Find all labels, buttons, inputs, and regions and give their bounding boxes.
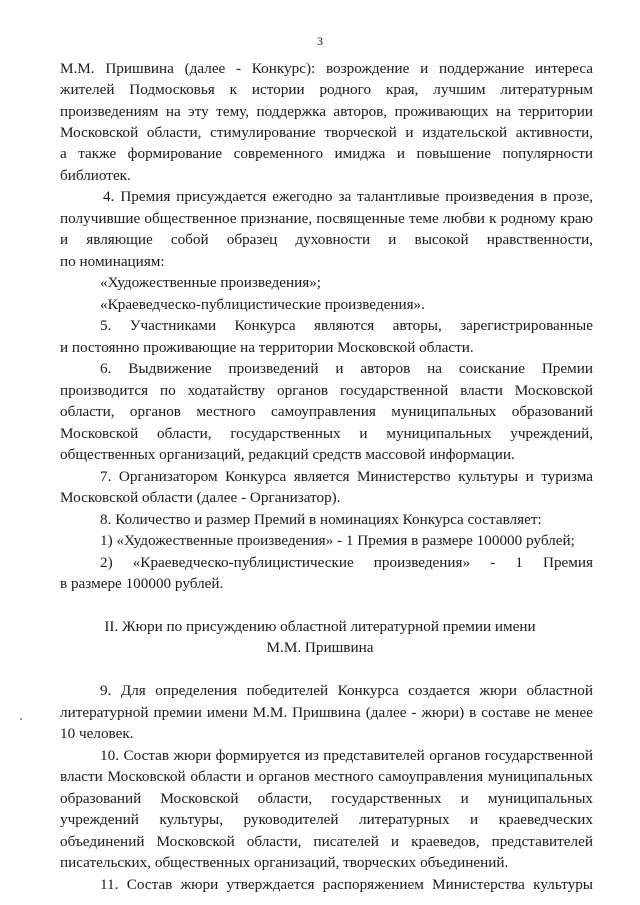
paragraph-line: 7. Организатором Конкурса является Министерство культуры и туризма (100, 468, 593, 485)
paragraph-line: и являющие собой образец духовности и высокой нравственности, (60, 231, 593, 248)
section-heading: II. Жюри по присуждению областной литературной премии имени (104, 618, 536, 635)
paragraph-line: 6. Выдвижение произведений и авторов на соискание Премии (100, 360, 593, 377)
paragraph-line: 10. Состав жюри формируется из представителей органов государственной (100, 747, 593, 764)
paragraph-line: в размере 100000 рублей. (60, 575, 224, 592)
paragraph-line: объединений Московской области, писателей и краеведов, представителей (60, 833, 593, 850)
paragraph-line: Московской области, государственных и муниципальных учреждений, (60, 425, 593, 442)
paragraph-line: 10 человек. (60, 725, 134, 742)
paragraph-line: образований Московской области, государственных и муниципальных (60, 790, 593, 807)
scan-mark (20, 718, 22, 720)
paragraph-line: 8. Количество и размер Премий в номинациях Конкурса составляет: (100, 511, 542, 528)
paragraph-line: производится по ходатайству органов государственной власти Московской (60, 382, 593, 399)
paragraph-line: учреждений культуры, руководителей литературных и краеведческих (60, 811, 593, 828)
paragraph-line: библиотек. (60, 167, 131, 184)
paragraph-line: власти Московской области и органов местного самоуправления муниципальных (60, 768, 593, 785)
paragraph-line: М.М. Пришвина (далее - Конкурс): возрождение и поддержание интереса (60, 60, 593, 77)
paragraph-line: Московской области, стимулирование творческой и издательской активности, (60, 124, 593, 141)
paragraph-line: получившие общественное признание, посвященные теме любви к родному краю (60, 210, 593, 227)
paragraph-line: по номинациям: (60, 253, 165, 270)
page-number: 3 (317, 34, 323, 48)
paragraph-line: произведениям на эту тему, поддержка авторов, проживающих на территории (60, 103, 593, 120)
paragraph-line: и постоянно проживающие на территории Московской области. (60, 339, 474, 356)
paragraph-line: общественных организаций, редакций средств массовой информации. (60, 446, 515, 463)
prize-item: 2) «Краеведческо-публицистические произведения» - 1 Премия (100, 554, 593, 571)
paragraph-line: литературной премии имени М.М. Пришвина (далее - жюри) в составе не менее (60, 704, 593, 721)
nomination-item: «Краеведческо-публицистические произведения». (100, 296, 425, 313)
paragraph-line: 11. Состав жюри утверждается распоряжением Министерства культуры (100, 876, 593, 893)
paragraph-line: 5. Участниками Конкурса являются авторы, зарегистрированные (100, 317, 593, 334)
section-heading: М.М. Пришвина (266, 639, 374, 656)
prize-item: 1) «Художественные произведения» - 1 Премия в размере 100000 рублей; (100, 532, 575, 549)
paragraph-line: а также формирование современного имиджа и повышение популярности (60, 145, 593, 162)
paragraph-line: 9. Для определения победителей Конкурса создается жюри областной (100, 682, 593, 699)
paragraph-line: писательских, общественных организаций, творческих объединений. (60, 854, 509, 871)
nomination-item: «Художественные произведения»; (100, 274, 322, 291)
paragraph-line: 4. Премия присуждается ежегодно за талантливые произведения в прозе, (103, 188, 593, 205)
paragraph-line: области, органов местного самоуправления муниципальных образований (60, 403, 593, 420)
paragraph-line: Московской области (далее - Организатор). (60, 489, 341, 506)
paragraph-line: жителей Подмосковья к истории родного края, лучшим литературным (60, 81, 593, 98)
